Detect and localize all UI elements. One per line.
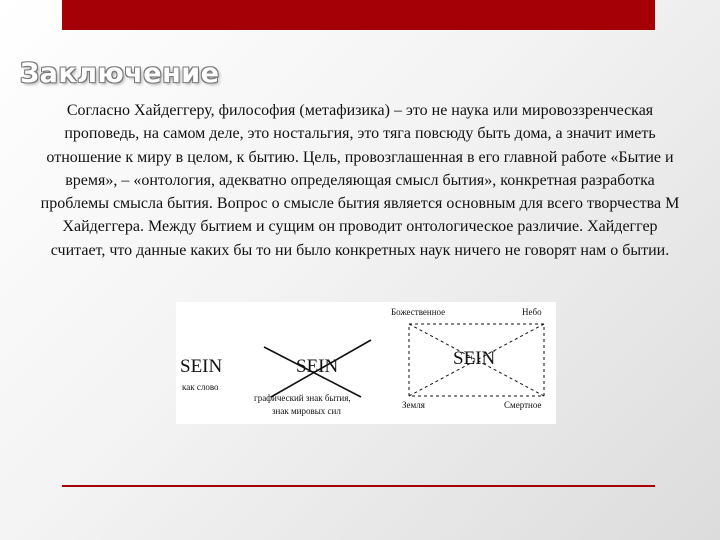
fourfold-sein-word: SEIN bbox=[453, 348, 496, 369]
body-line: проповедь, на самом деле, это ностальгия, это тяга повсюду быть дома, а значит иметь bbox=[64, 125, 656, 143]
sein-word: SEIN bbox=[180, 356, 223, 377]
bottom-accent-rule bbox=[62, 485, 655, 487]
body-line: отношение к миру в целом, к бытию. Цель, провозглашенная в его главной работе «Бытие и bbox=[46, 148, 674, 166]
body-line: проблемы смысла бытия. Вопрос о смысле бытия является основным для всего творчества М bbox=[40, 195, 680, 213]
caption-crossed-line2: знак мировых сил bbox=[272, 406, 341, 416]
label-divine: Божественное bbox=[391, 307, 446, 317]
body-line: Хайдеггера. Между бытием и сущим он проводит онтологическое различие. Хайдеггер bbox=[62, 218, 658, 236]
caption-crossed-line1: графический знак бытия, bbox=[254, 393, 351, 403]
sein-diagram-lines bbox=[176, 302, 556, 424]
caption-word: как слово bbox=[182, 382, 219, 392]
body-line: считает, что данные каких бы то ни было конкретных наук ничего не говорят нам о бытии. bbox=[50, 241, 670, 259]
body-paragraph bbox=[0, 99, 720, 262]
body-line: время», – «онтология, адекватно определяющая смысл бытия», конкретная разработка bbox=[65, 171, 655, 189]
body-line: Согласно Хайдеггеру, философия (метафизика) – это не наука или мировоззренческая bbox=[66, 102, 654, 119]
sein-crossed-word: SEIN bbox=[296, 356, 339, 377]
slide-title: Заключение bbox=[20, 58, 220, 89]
label-mortals: Смертное bbox=[504, 400, 542, 410]
label-sky: Небо bbox=[522, 307, 542, 317]
label-earth: Земля bbox=[402, 400, 425, 410]
sein-figure bbox=[176, 302, 556, 424]
top-accent-bar bbox=[62, 0, 655, 30]
